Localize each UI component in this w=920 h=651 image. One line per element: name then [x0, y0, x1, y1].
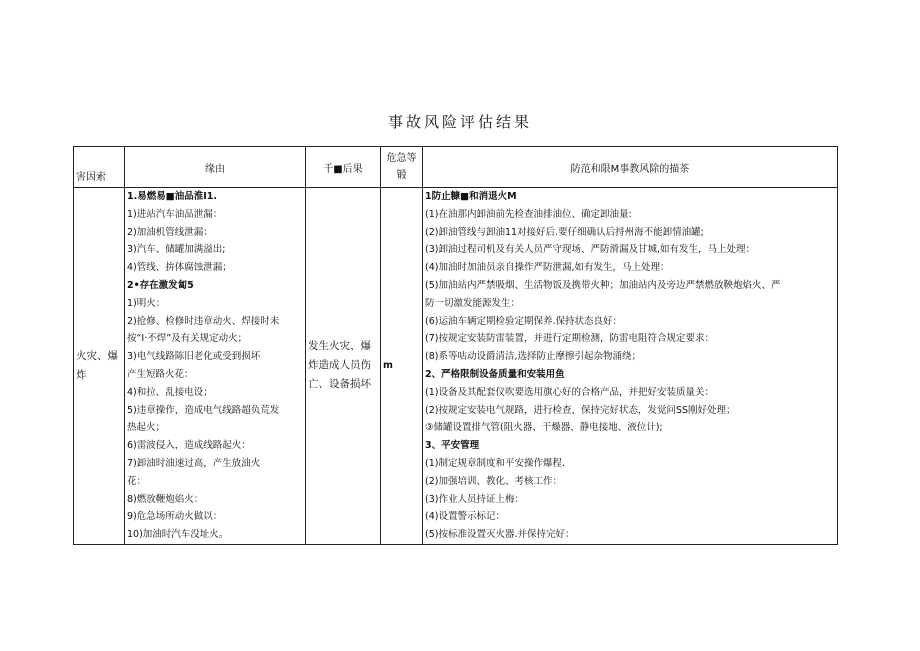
measure-line: (1)制定规章制度和平安操作爆程.	[425, 457, 565, 469]
measure-line: 1防止糠■和消退火M	[425, 191, 517, 202]
cause-line: 花：	[127, 475, 147, 487]
cause-line: 热起火；	[127, 422, 166, 434]
measure-line: (8)系等咕动设爵清洁,选择防止摩擦引起杂物涌绕；	[425, 351, 641, 363]
measure-line: (1)设备及其配套仪吹要选用旗心好的合格产品，并把好安装质量关：	[425, 386, 714, 398]
cause-line: 产生短路火花：	[127, 368, 194, 380]
measure-line: (2)卸油管线与卸油11对接好后.要仔细确认后捋州海不能卸情油罐;	[425, 226, 704, 238]
measure-line: (2)按规定安装电气规路，进行检查，保持完好状态，发觉问SS刚好处理；	[425, 404, 736, 416]
measure-line: (6)运油车辆定期检验定期保养.保持状态良好：	[425, 315, 622, 327]
cause-line: 5)违章操作，造成电气线路超负荒发	[127, 404, 280, 416]
cell-consequence: 发生火灾、爆炸造成人员伤亡、设备损坏	[306, 188, 381, 545]
measure-line: 防一切激发能源发生：	[425, 297, 521, 309]
table-header-row	[74, 147, 838, 188]
cause-line: 9)危急场所动火做以：	[127, 511, 223, 523]
measure-line: 2、严格限制设备质量和安装用鱼	[425, 368, 565, 380]
measure-line: (3)作业人员持证上梅：	[425, 493, 524, 505]
cause-line: 2)加油机管线泄漏：	[127, 226, 213, 238]
cause-line: 1)进站汽车油品泄漏：	[127, 208, 223, 220]
cause-line: 1.易燃易■油品淮I1.	[127, 191, 217, 202]
measure-line: (3)卸油过程司机及有关人员严守现场、严防滑漏及甘城,如有发生，马上处理：	[425, 244, 755, 256]
measure-line: 3、平安管理	[425, 440, 480, 452]
cause-line: 2)抢修、检修时违章动火、焊接时未	[127, 315, 280, 327]
measure-line: (4)加油时加油员亲自操作严防泄漏,如有发生，马上处理：	[425, 262, 670, 274]
cause-line: 按“I·不焊”及有关规定动火；	[127, 333, 248, 345]
header-hazard: 害因索	[74, 147, 125, 188]
cause-line: 2•存在激发匐5	[127, 279, 194, 291]
document-title: 事故风险评估结果	[387, 113, 532, 131]
header-measures: 防范和限M事教风除的描茶	[423, 147, 838, 188]
header-cause: 缘由	[125, 147, 306, 188]
cell-hazard: 火灾、爆炸	[74, 188, 125, 545]
cause-line: 3)汽车、储罐加满溢出;	[127, 244, 226, 256]
measure-line: (7)按规定安装防雷装置，并进行定期检测，防雷电阻符合规定要求：	[425, 333, 714, 345]
cause-line: 7)卸油时油速过高，产生放油火	[127, 457, 261, 469]
cell-measures	[423, 188, 838, 545]
measure-line: (5)加油站内严禁吸烟、生活物饭及携带火种；加油站内及旁边严禁燃放鞅炮焰火、严	[425, 279, 781, 291]
cell-causes	[125, 188, 306, 545]
header-risk-level	[381, 147, 423, 188]
header-consequence: 千■后果	[306, 147, 381, 188]
risk-assessment-table	[73, 146, 838, 545]
cell-risk-level: m	[381, 188, 423, 545]
measure-line: (1)在油那内卸油前先检查油排油位、确定卸油量:	[425, 208, 632, 220]
cause-line: 1)明火：	[127, 297, 166, 309]
cause-line: 4)和拉、乱接电设；	[127, 386, 213, 398]
cause-line: 4)管线、拚体腐蚀泄漏；	[127, 262, 232, 274]
cause-line: 3)电气线路陈旧老化或受到损坏	[127, 351, 261, 363]
cause-line: 10)加油时汽车没址火。	[127, 529, 229, 541]
header-risk-level-text: 危急等 锻	[386, 153, 417, 181]
cause-line: 8)燃放鞭炮焰火：	[127, 493, 204, 505]
measure-line: (4)设置警示标记：	[425, 511, 505, 523]
measure-line: (2)加强培训、教化、考核工作：	[425, 475, 562, 487]
measure-line: (5)按标准设置灭火器.并保持完好：	[425, 529, 575, 541]
table-row	[74, 188, 838, 545]
measure-line: ③储罐设置排气管(阻火器、干燥器、静电接地、液位计);	[425, 422, 663, 434]
cause-line: 6)雷波侵入，造成线路起火：	[127, 440, 251, 452]
